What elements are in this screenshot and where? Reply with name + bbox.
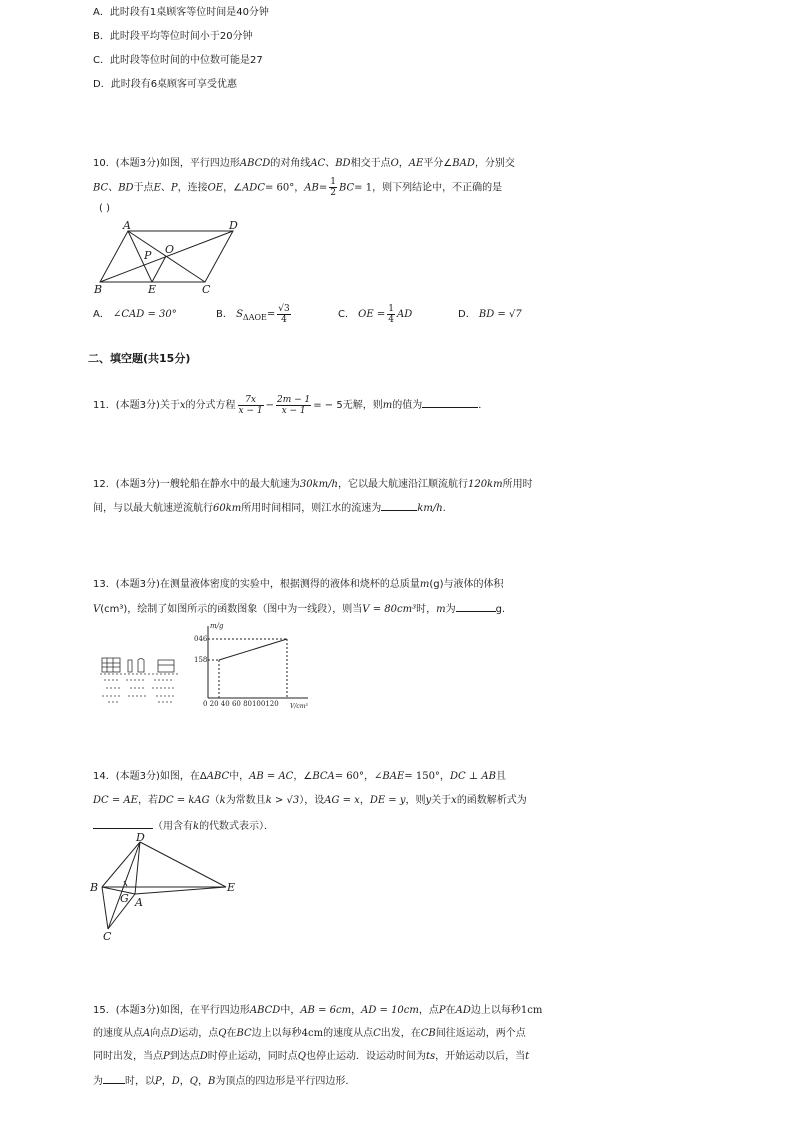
q15-line-2: 的速度从点A向点D运动，点Q在BC边上以每秒4cm的速度从点C出发，在CB间往返运动，两个点 [93, 1028, 526, 1039]
q14-line-2: DC = AE，若DC = kAG（k为常数且k > √3），设AG = x，DE = y，则y关于x的函数解析式为 [93, 795, 527, 806]
q10-diagonal-bd [100, 231, 233, 282]
q10-parallelogram-figure [88, 218, 258, 298]
q10-label-c: C [202, 283, 211, 296]
q13-line-1: 13．(本题3分)在测量液体密度的实验中，根据测得的液体和烧杯的总质量m(g)与液体的体积 [93, 579, 504, 590]
q10-option-b: B． $S_{\Delta AOE}=$ $\frac{√3}{4}$ [216, 303, 290, 325]
q12-answer-blank[interactable] [381, 500, 417, 511]
q14-label-a: A [135, 896, 143, 909]
q13-answer-blank[interactable] [456, 601, 496, 612]
q15-line-3: 同时出发，当点P到达点D时停止运动，同时点Q也停止运动．设运动时间为ts，开始运动以后，当t [93, 1051, 530, 1062]
q10-line-2: BC、BD于点E、P，连接OE，∠ADC= 60°，AB= $\frac{1}{2}$ BC= 1，则下列结论中，不正确的是 [93, 177, 503, 198]
q12-line-1: 12．(本题3分)一艘轮船在静水中的最大航速为30km/h，它以最大航速沿江顺流航行120km所用时 [93, 479, 533, 490]
q10-label-o: O [165, 243, 175, 256]
q14-label-g: G [120, 892, 129, 905]
section-heading-fill-blank: 二、填空题(共15分) [88, 352, 191, 365]
q15-answer-blank[interactable] [103, 1073, 125, 1084]
q10-label-a: A [123, 219, 131, 232]
q13-x-ticks: 0 20 40 60 80100120 [203, 700, 279, 708]
q13-line-2: V(cm³)，绘制了如图所示的函数图象（图中为一线段），则当V = 80cm³时，m为 g. [93, 601, 505, 617]
q10-answer-bracket: ( ) [99, 203, 110, 214]
q10-option-d: D． BD = √7 [458, 309, 522, 320]
q13-x-axis-label: V/cm³ [290, 703, 308, 710]
q10-label-b: B [94, 283, 103, 296]
q9-option-c: C．此时段等位时间的中位数可能是27 [93, 55, 263, 66]
q14-line-1: 14．(本题3分)如图，在ΔABC中，AB = AC，∠BCA= 60°，∠BAE= 150°，DC ⊥ AB且 [93, 771, 506, 782]
q10-option-a: A． ∠CAD = 30° [93, 309, 177, 320]
q13-mass-volume-graph [190, 620, 320, 712]
q14-label-b: B [90, 881, 99, 894]
q11-answer-blank[interactable] [422, 397, 478, 408]
q9-option-d: D．此时段有6桌顾客可享受优惠 [93, 79, 238, 90]
q11-line: 11．(本题3分)关于x的分式方程 $\frac{7x}{x - 1}$ − $\frac{2m - 1}{x - 1}$ = − 5无解，则m的值为 ． [93, 394, 489, 416]
q14-line-3: （用含有k的代数式表示）． [93, 818, 274, 834]
q10-label-d: D [229, 219, 238, 232]
q14-answer-blank[interactable] [93, 818, 153, 829]
q14-label-e: E [227, 881, 236, 894]
q9-option-a: A．此时段有1桌顾客等位时间是40分钟 [93, 7, 269, 18]
q10-label-p: P [144, 249, 152, 262]
q12-line-2: 间，与以最大航速逆流航行60km所用时间相同，则江水的流速为 km/h. [93, 500, 446, 516]
q15-line-1: 15．(本题3分)如图，在平行四边形ABCD中，AB = 6cm，AD = 10cm，点P在AD边上以每秒1cm [93, 1005, 543, 1016]
q13-beaker-illustration [98, 650, 184, 706]
q14-label-c: C [103, 930, 112, 942]
q10-fraction-half: $\frac{1}{2}$ [330, 177, 336, 198]
q10-line-1: 10．(本题3分)如图，平行四边形ABCD的对角线AC、BD相交于点O，AE平分∠BAD，分别交 [93, 158, 515, 169]
q10-label-e: E [148, 283, 157, 296]
q9-option-b: B．此时段平均等位时间小于20分钟 [93, 31, 253, 42]
q13-y-tick-2: 158 [194, 656, 208, 664]
q13-y-axis-label: m/g [210, 622, 224, 630]
q13-function-segment [219, 639, 287, 660]
q14-triangle-figure [88, 832, 238, 942]
q14-label-d: D [136, 832, 145, 844]
q13-y-tick-1: 046 [194, 635, 208, 643]
q15-line-4: 为 时，以P，D，Q，B为顶点的四边形是平行四边形． [93, 1073, 355, 1089]
q10-option-c: C． OE = $\frac{1}{4}$ AD [338, 303, 413, 325]
